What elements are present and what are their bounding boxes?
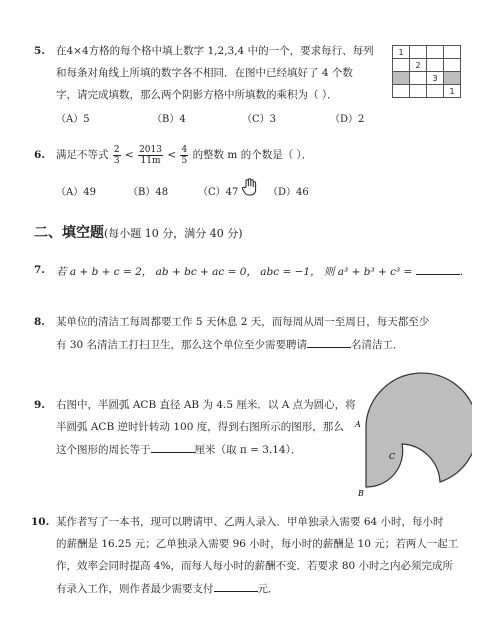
q10-line4 [56, 581, 279, 596]
q5-number: 5. [34, 45, 45, 57]
q7-number: 7. [34, 264, 45, 276]
q9-answer-blank[interactable] [151, 442, 195, 453]
grid-cell [427, 85, 444, 98]
grid-cell [444, 59, 461, 72]
q8-line2 [56, 337, 404, 352]
q10-line2: 的薪酬是 16.25 元；乙单独录入需要 96 小时，每小时的薪酬是 10 元；若两人一起工 [56, 538, 459, 550]
q9-line3-start: 这个图形的周长等于 [56, 444, 151, 456]
grid-cell [410, 85, 427, 98]
grid-cell [444, 46, 461, 59]
label-c: C [389, 452, 396, 461]
q9-line3 [56, 442, 301, 457]
hand-pointer-icon [241, 178, 257, 200]
q9-line2: 半圆弧 ACB 逆时针转动 100 度，得到右图所示的图形，那么 [56, 421, 344, 433]
grid-cell-shaded [393, 72, 410, 85]
q9-line1: 右图中，半圆弧 ACB 直径 AB 为 4.5 厘米．以 A 点为圆心，将 [56, 399, 356, 411]
q9-rotated-arc-figure [352, 372, 472, 498]
q9-line3-end: 厘米（取 π = 3.14）． [194, 444, 302, 456]
q8-answer-blank[interactable] [307, 337, 351, 348]
q10-line3: 作，效率会同时提高 4%，而每人每小时的薪酬不变．若要求 80 小时之内必须完成所 [56, 560, 454, 572]
q5-option-d[interactable]: （D）2 [330, 114, 365, 125]
q10-line4-end: 元． [257, 583, 279, 595]
q6-prefix: 满足不等式 [56, 149, 109, 161]
q10-line1: 某作者写了一本书，现可以聘请甲、乙两人录入．甲单独录入需要 64 小时，每小时 [56, 516, 444, 528]
grid-cell-shaded [444, 72, 461, 85]
q10-line4-start: 有录入工作，则作者最少需要支付 [56, 583, 214, 595]
q5-number-grid [392, 45, 461, 98]
q5-line2: 和每条对角线上所填的数字各不相同．在图中已经填好了 4 个数 [56, 67, 353, 79]
q6-suffix: 的整数 m 的个数是（ ）． [192, 149, 313, 161]
q6-option-c[interactable]: （C）47 [198, 187, 239, 198]
q7-end: ． [459, 266, 471, 278]
q7-answer-blank[interactable] [416, 264, 460, 275]
grid-cell [427, 59, 444, 72]
section-subtitle: (每小题 10 分，满分 40 分) [104, 227, 243, 240]
q5-line1: 在4×4方格的每个格中填上数字 1,2,3,4 中的一个，要求每行、每列 [56, 45, 374, 57]
q7-text [56, 264, 470, 279]
q5-option-a[interactable]: （A）5 [56, 114, 90, 125]
grid-cell [393, 85, 410, 98]
grid-cell [410, 46, 427, 59]
section-heading: 二、填空题 [34, 225, 104, 241]
less-than: < [124, 149, 134, 161]
q5-option-c[interactable]: （C）3 [242, 114, 277, 125]
q7-equation: 若 a + b + c = 2， ab + bc + ac = 0， abc = −1， 则 a³ + b³ + c³ = [56, 266, 413, 278]
q6-stem [56, 143, 312, 167]
q6-number: 6. [34, 149, 45, 161]
grid-cell: 2 [410, 59, 427, 72]
q5-line3: 字，请完成填数，那么两个阴影方格中所填数的乘积为（ ）． [56, 89, 338, 101]
q8-line1: 某单位的清洁工每周都要工作 5 天休息 2 天，而每周从周一至周日，每天都至少 [56, 316, 430, 328]
grid-cell: 3 [427, 72, 444, 85]
q6-option-a[interactable]: （A）49 [56, 187, 96, 198]
q6-option-b[interactable]: （B）48 [128, 187, 169, 198]
grid-cell [410, 72, 427, 85]
q8-line2-end: 名清洁工． [351, 339, 404, 351]
grid-cell: 1 [393, 46, 410, 59]
grid-cell [393, 59, 410, 72]
q6-option-d[interactable]: （D）46 [268, 187, 309, 198]
q5-option-b[interactable]: （B）4 [152, 114, 186, 125]
q8-number: 8. [34, 316, 45, 328]
label-b: B [358, 489, 364, 498]
less-than: < [167, 149, 177, 161]
q10-number: 10. [31, 516, 50, 528]
grid-cell [427, 46, 444, 59]
q8-line2-start: 有 30 名清洁工打扫卫生，那么这个单位至少需要聘请 [56, 339, 308, 351]
q6-fraction-2: $\frac{2013}{11m}$ [139, 144, 162, 166]
q9-number: 9. [34, 399, 45, 411]
q10-answer-blank[interactable] [214, 581, 258, 592]
q6-fraction-3: $\frac{4}{5}$ [181, 144, 188, 166]
label-a: A [355, 420, 361, 429]
grid-cell: 1 [444, 85, 461, 98]
q6-fraction-1: $\frac{2}{3}$ [113, 144, 120, 166]
section-title [34, 222, 243, 242]
